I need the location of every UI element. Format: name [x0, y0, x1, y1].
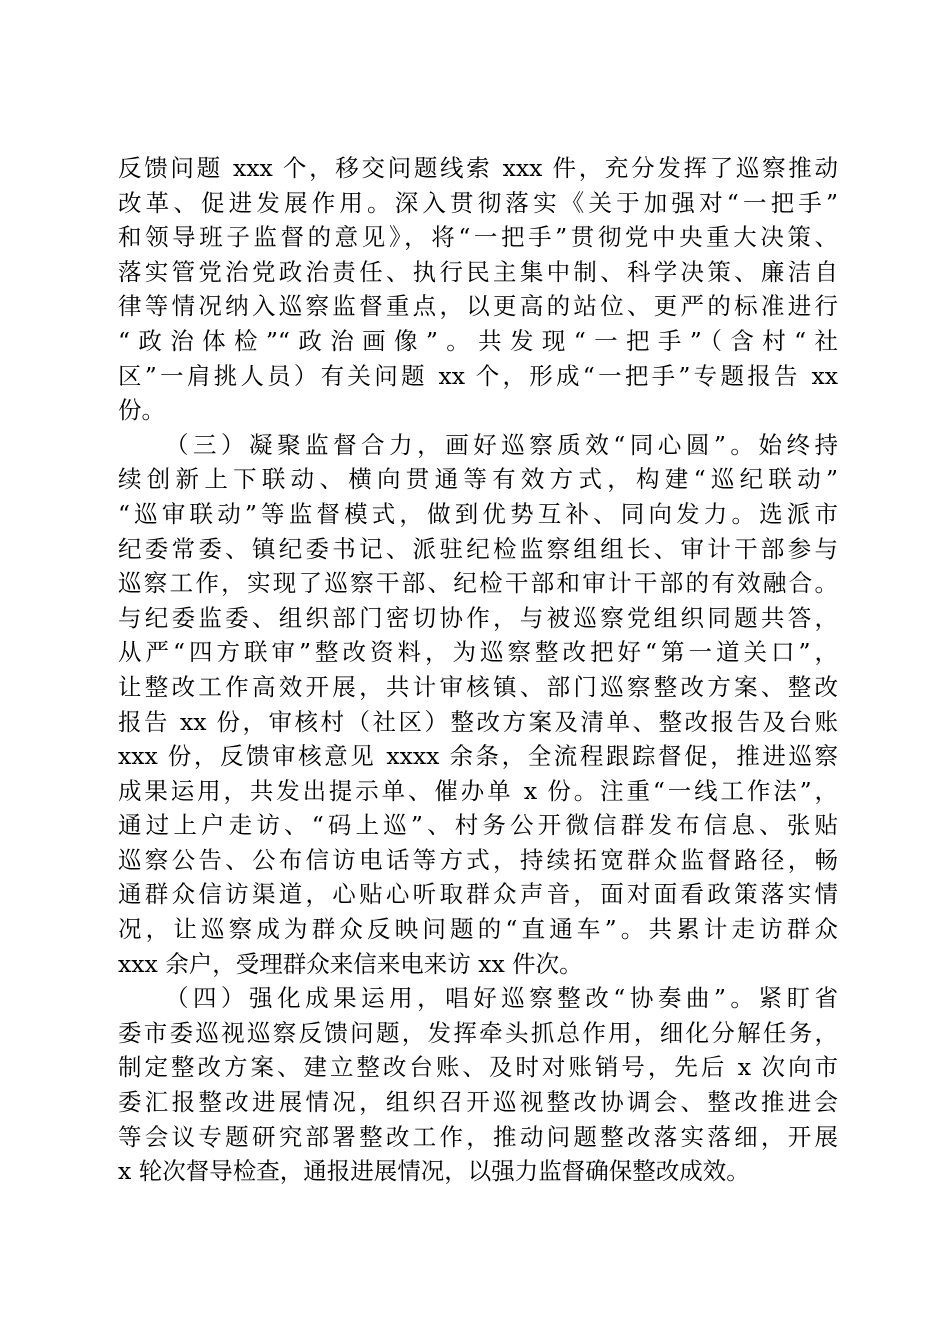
- p2-line-1: （三）凝聚监督合力，画好巡察质效“同心圆”。始终持: [165, 430, 838, 459]
- p2-line-13: 巡察公告、公布信访电话等方式，持续拓宽群众监督路径，畅: [118, 845, 838, 874]
- p2-line-12: 通过上户走访、“码上巡”、村务公开微信群发布信息、张贴: [118, 811, 838, 840]
- p1-line-6: “政治体检”“政治画像”。共发现“一把手”（含村“社: [118, 326, 838, 355]
- p2-line-6: 与纪委监委、组织部门密切协作，与被巡察党组织同题共答，: [118, 603, 838, 632]
- p3-line-1: （四）强化成果运用，唱好巡察整改“协奏曲”。紧盯省: [165, 984, 838, 1013]
- p1-line-2: 改革、促进发展作用。深入贯彻落实《关于加强对“一把手”: [118, 188, 838, 217]
- p1-line-8: 份。: [118, 396, 165, 425]
- p1-line-7: 区”一肩挑人员）有关问题 xx 个，形成“一把手”专题报告 xx: [118, 361, 838, 390]
- p1-line-5: 律等情况纳入巡察监督重点，以更高的站位、更严的标准进行: [118, 292, 838, 321]
- p2-line-16: xxx 余户，受理群众来信来电来访 xx 件次。: [118, 949, 583, 978]
- p2-line-5: 巡察工作，实现了巡察干部、纪检干部和审计干部的有效融合。: [118, 569, 838, 598]
- p2-line-14: 通群众信访渠道，心贴心听取群众声音，面对面看政策落实情: [118, 880, 838, 909]
- p2-line-10: xxx 份，反馈审核意见 xxxx 余条，全流程跟踪督促，推进巡察: [118, 742, 838, 771]
- p3-line-5: 等会议专题研究部署整改工作，推动问题整改落实落细，开展: [118, 1122, 838, 1151]
- p2-line-4: 纪委常委、镇纪委书记、派驻纪检监察组组长、审计干部参与: [118, 534, 838, 563]
- p2-line-3: “巡审联动”等监督模式，做到优势互补、同向发力。选派市: [118, 499, 838, 528]
- p1-line-4: 落实管党治党政治责任、执行民主集中制、科学决策、廉洁自: [118, 257, 838, 286]
- p3-line-6: x 轮次督导检查，通报进展情况，以强力监督确保整改成效。: [118, 1157, 750, 1186]
- p2-line-2: 续创新上下联动、横向贯通等有效方式，构建“巡纪联动”: [118, 465, 838, 494]
- p2-line-9: 报告 xx 份，审核村（社区）整改方案及清单、整改报告及台账: [118, 707, 838, 736]
- p2-line-15: 况，让巡察成为群众反映问题的“直通车”。共累计走访群众: [118, 915, 838, 944]
- p3-line-4: 委汇报整改进展情况，组织召开巡视整改协调会、整改推进会: [118, 1088, 838, 1117]
- p2-line-7: 从严“四方联审”整改资料，为巡察整改把好“第一道关口”，: [118, 638, 838, 667]
- p1-line-3: 和领导班子监督的意见》，将“一把手”贯彻党中央重大决策、: [118, 223, 838, 252]
- p1-line-1: 反馈问题 xxx 个，移交问题线索 xxx 件，充分发挥了巡察推动: [118, 154, 838, 182]
- p3-line-3: 制定整改方案、建立整改台账、及时对账销号，先后 x 次向市: [118, 1053, 838, 1082]
- p2-line-8: 让整改工作高效开展，共计审核镇、部门巡察整改方案、整改: [118, 672, 838, 701]
- body-text: [118, 151, 838, 1189]
- p2-line-11: 成果运用，共发出提示单、催办单 x 份。注重“一线工作法”，: [118, 776, 838, 805]
- p3-line-2: 委市委巡视巡察反馈问题，发挥牵头抓总作用，细化分解任务，: [118, 1018, 838, 1047]
